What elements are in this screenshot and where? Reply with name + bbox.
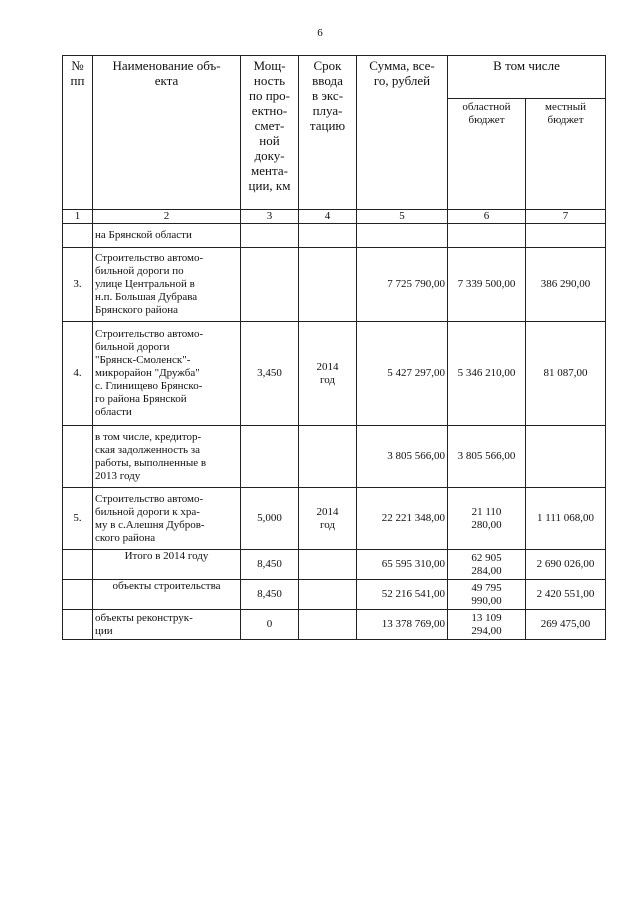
row-capacity [241,248,299,322]
row-capacity [241,224,299,248]
column-numbers-row [63,210,606,224]
row-local: 1 111 068,00 [526,488,606,550]
table-row [63,248,606,322]
table-header-row [63,56,606,99]
row-sum: 5 427 297,00 [357,322,448,426]
column-number: 2 [93,210,241,224]
header-term: Срок ввода в экс- плуа- тацию [299,56,357,210]
row-num [63,550,93,580]
column-number: 5 [357,210,448,224]
row-regional: 13 109 294,00 [448,610,526,640]
table-row [63,550,606,580]
header-num: № пп [63,56,93,210]
row-term [299,580,357,610]
table-row [63,488,606,550]
row-capacity: 8,450 [241,550,299,580]
row-name: объекты реконструк- ции [93,610,241,640]
row-local: 81 087,00 [526,322,606,426]
row-name: Итого в 2014 году [93,550,241,580]
header-capacity: Мощ- ность по про- ектно- смет- ной доку- мента- ции, км [241,56,299,210]
header-regional: областной бюджет [448,99,526,210]
row-local: 386 290,00 [526,248,606,322]
row-capacity: 8,450 [241,580,299,610]
row-sum: 7 725 790,00 [357,248,448,322]
row-name: Строительство автомо- бильной дороги к хра- му в с.Алешня Дубров- ского района [93,488,241,550]
row-capacity: 0 [241,610,299,640]
row-num [63,426,93,488]
row-regional: 7 339 500,00 [448,248,526,322]
header-name: Наименование объ- екта [93,56,241,210]
column-number: 3 [241,210,299,224]
row-local [526,224,606,248]
row-sum: 52 216 541,00 [357,580,448,610]
row-sum: 22 221 348,00 [357,488,448,550]
row-name: в том числе, кредитор- ская задолженность за работы, выполненные в 2013 году [93,426,241,488]
row-term [299,550,357,580]
row-name: Строительство автомо- бильной дороги по улице Центральной в н.п. Большая Дубрава Брянского района [93,248,241,322]
row-sum [357,224,448,248]
row-term: 2014 год [299,488,357,550]
row-name: Строительство автомо- бильной дороги "Брянск-Смоленск"- микрорайон "Дружба" с. Глинищево Брянско- го района Брянской области [93,322,241,426]
row-num: 4. [63,322,93,426]
row-name: на Брянской области [93,224,241,248]
row-term [299,248,357,322]
row-num [63,610,93,640]
row-num: 5. [63,488,93,550]
row-local [526,426,606,488]
row-regional: 3 805 566,00 [448,426,526,488]
column-number: 1 [63,210,93,224]
page-number: 6 [317,27,323,39]
row-capacity: 3,450 [241,322,299,426]
row-local: 2 420 551,00 [526,580,606,610]
row-local: 2 690 026,00 [526,550,606,580]
row-num [63,580,93,610]
row-term [299,224,357,248]
header-local: местный бюджет [526,99,606,210]
row-term [299,426,357,488]
column-number: 4 [299,210,357,224]
table-row [63,610,606,640]
row-capacity [241,426,299,488]
row-name: объекты строительства [93,580,241,610]
column-number: 6 [448,210,526,224]
row-regional: 62 905 284,00 [448,550,526,580]
row-term: 2014 год [299,322,357,426]
column-number: 7 [526,210,606,224]
table-row [63,322,606,426]
row-local: 269 475,00 [526,610,606,640]
table-row [63,426,606,488]
row-sum: 13 378 769,00 [357,610,448,640]
row-regional: 21 110 280,00 [448,488,526,550]
header-including: В том числе [448,56,606,99]
row-num: 3. [63,248,93,322]
objects-table [62,55,606,640]
row-num [63,224,93,248]
row-term [299,610,357,640]
table-row [63,224,606,248]
table-row [63,580,606,610]
row-capacity: 5,000 [241,488,299,550]
row-regional [448,224,526,248]
row-sum: 3 805 566,00 [357,426,448,488]
row-regional: 5 346 210,00 [448,322,526,426]
row-sum: 65 595 310,00 [357,550,448,580]
row-regional: 49 795 990,00 [448,580,526,610]
header-sum: Сумма, все- го, рублей [357,56,448,210]
